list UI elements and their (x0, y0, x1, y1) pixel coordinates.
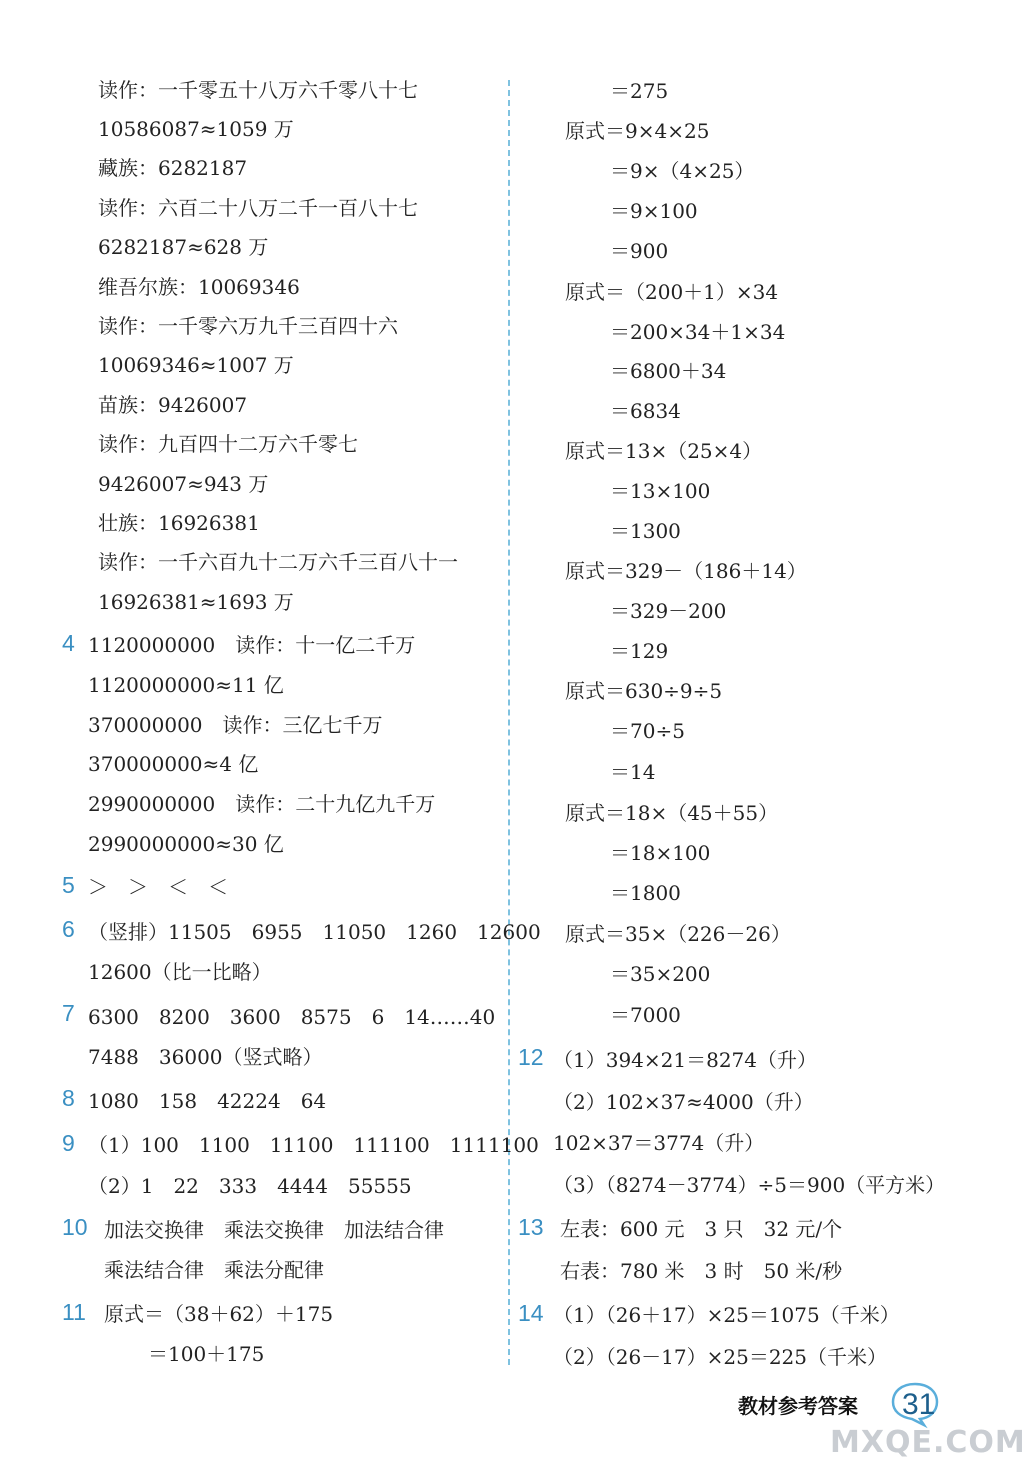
answer-line: ＝100＋175 (148, 1342, 265, 1366)
answer-line: 读作：一千零六万九千三百四十六 (98, 314, 398, 338)
watermark: MXQE.COM (830, 1425, 1026, 1460)
answer-line: ＝129 (610, 639, 669, 663)
answer-line: （2）102×37≈4000（升） (553, 1090, 814, 1114)
answer-line: ＝18×100 (610, 841, 711, 865)
answer-line: ＝35×200 (610, 962, 711, 986)
answer-line: ＞ ＞ ＜ ＜ (88, 875, 228, 899)
answer-line: 藏族：6282187 (98, 156, 248, 180)
answer-line: 维吾尔族：10069346 (98, 275, 300, 299)
answer-line: ＝329－200 (610, 599, 727, 623)
answer-line: 10586087≈1059 万 (98, 117, 294, 141)
answer-line: 12600（比一比略） (88, 960, 272, 984)
answer-line: 原式＝（38＋62）＋175 (104, 1302, 334, 1326)
page-number: 31 (902, 1388, 936, 1421)
answer-line: 壮族：16926381 (98, 511, 260, 535)
answer-line: （1）394×21＝8274（升） (553, 1048, 818, 1072)
answer-line: 16926381≈1693 万 (98, 590, 294, 614)
answer-line: ＝6800＋34 (610, 359, 727, 383)
answer-line: 1120000000≈11 亿 (88, 673, 284, 697)
answer-line: （3）（8274－3774）÷5＝900（平方米） (553, 1173, 946, 1197)
answer-line: 2990000000≈30 亿 (88, 832, 284, 856)
answer-line: ＝13×100 (610, 479, 711, 503)
answer-line: （1）（26＋17）×25＝1075（千米） (553, 1303, 900, 1327)
answer-line: 乘法结合律 乘法分配律 (104, 1258, 324, 1282)
answer-line: 读作：六百二十八万二千一百八十七 (98, 196, 418, 220)
answer-line: 读作：一千零五十八万六千零八十七 (98, 78, 418, 102)
question-number: 8 (62, 1085, 75, 1111)
answer-line: 读作：九百四十二万六千零七 (98, 432, 358, 456)
answer-line: 原式＝18×（45＋55） (565, 801, 779, 825)
answer-line: 10069346≈1007 万 (98, 353, 294, 377)
answer-line: （1）100 1100 11100 111100 1111100 (88, 1133, 539, 1157)
question-number: 7 (62, 1000, 75, 1026)
answer-line: ＝70÷5 (610, 719, 685, 743)
question-number: 4 (62, 630, 75, 656)
answer-line: 读作：一千六百九十二万六千三百八十一 (98, 550, 458, 574)
answer-line: 原式＝13×（25×4） (565, 439, 763, 463)
answer-line: ＝6834 (610, 399, 681, 423)
footer-title: 教材参考答案 (738, 1394, 858, 1418)
answer-line: ＝9×100 (610, 199, 698, 223)
answer-line: ＝900 (610, 239, 669, 263)
answer-line: 370000000 读作：三亿七千万 (88, 713, 383, 737)
answer-line: 2990000000 读作：二十九亿九千万 (88, 792, 436, 816)
answer-line: 右表：780 米 3 时 50 米/秒 (560, 1259, 843, 1283)
answer-line: ＝9×（4×25） (610, 159, 755, 183)
answer-line: 6282187≈628 万 (98, 235, 269, 259)
question-number: 11 (62, 1299, 86, 1325)
answer-line: （2）1 22 333 4444 55555 (88, 1174, 412, 1198)
column-divider (508, 80, 510, 1365)
answer-line: ＝1800 (610, 881, 681, 905)
question-number: 5 (62, 872, 75, 898)
answer-line: 原式＝630÷9÷5 (565, 679, 723, 703)
answer-line: 1080 158 42224 64 (88, 1089, 327, 1113)
answer-line: 加法交换律 乘法交换律 加法结合律 (104, 1218, 444, 1242)
answer-line: ＝14 (610, 760, 656, 784)
answer-line: （2）（26－17）×25＝225（千米） (553, 1345, 888, 1369)
question-number: 9 (62, 1130, 75, 1156)
answer-line: 苗族：9426007 (98, 393, 248, 417)
answer-line: 原式＝9×4×25 (565, 119, 710, 143)
answer-line: 原式＝329－（186＋14） (565, 559, 807, 583)
question-number: 14 (518, 1300, 544, 1326)
answer-line: 6300 8200 3600 8575 6 14……40 (88, 1005, 496, 1029)
answer-line: ＝7000 (610, 1003, 681, 1027)
question-number: 13 (518, 1214, 544, 1240)
question-number: 12 (518, 1044, 544, 1070)
answer-line: 102×37＝3774（升） (553, 1131, 765, 1155)
answer-line: 原式＝35×（226－26） (565, 922, 791, 946)
answer-line: 原式＝（200＋1）×34 (565, 280, 779, 304)
question-number: 6 (62, 916, 75, 942)
answer-line: 9426007≈943 万 (98, 472, 269, 496)
answer-line: ＝1300 (610, 519, 681, 543)
answer-line: ＝200×34＋1×34 (610, 320, 786, 344)
answer-line: 1120000000 读作：十一亿二千万 (88, 633, 416, 657)
question-number: 10 (62, 1214, 88, 1240)
answer-line: ＝275 (610, 79, 669, 103)
answer-line: 7488 36000（竖式略） (88, 1045, 323, 1069)
answer-line: （竖排）11505 6955 11050 1260 12600 (88, 920, 541, 944)
answer-line: 370000000≈4 亿 (88, 752, 259, 776)
answer-line: 左表：600 元 3 只 32 元/个 (560, 1217, 843, 1241)
